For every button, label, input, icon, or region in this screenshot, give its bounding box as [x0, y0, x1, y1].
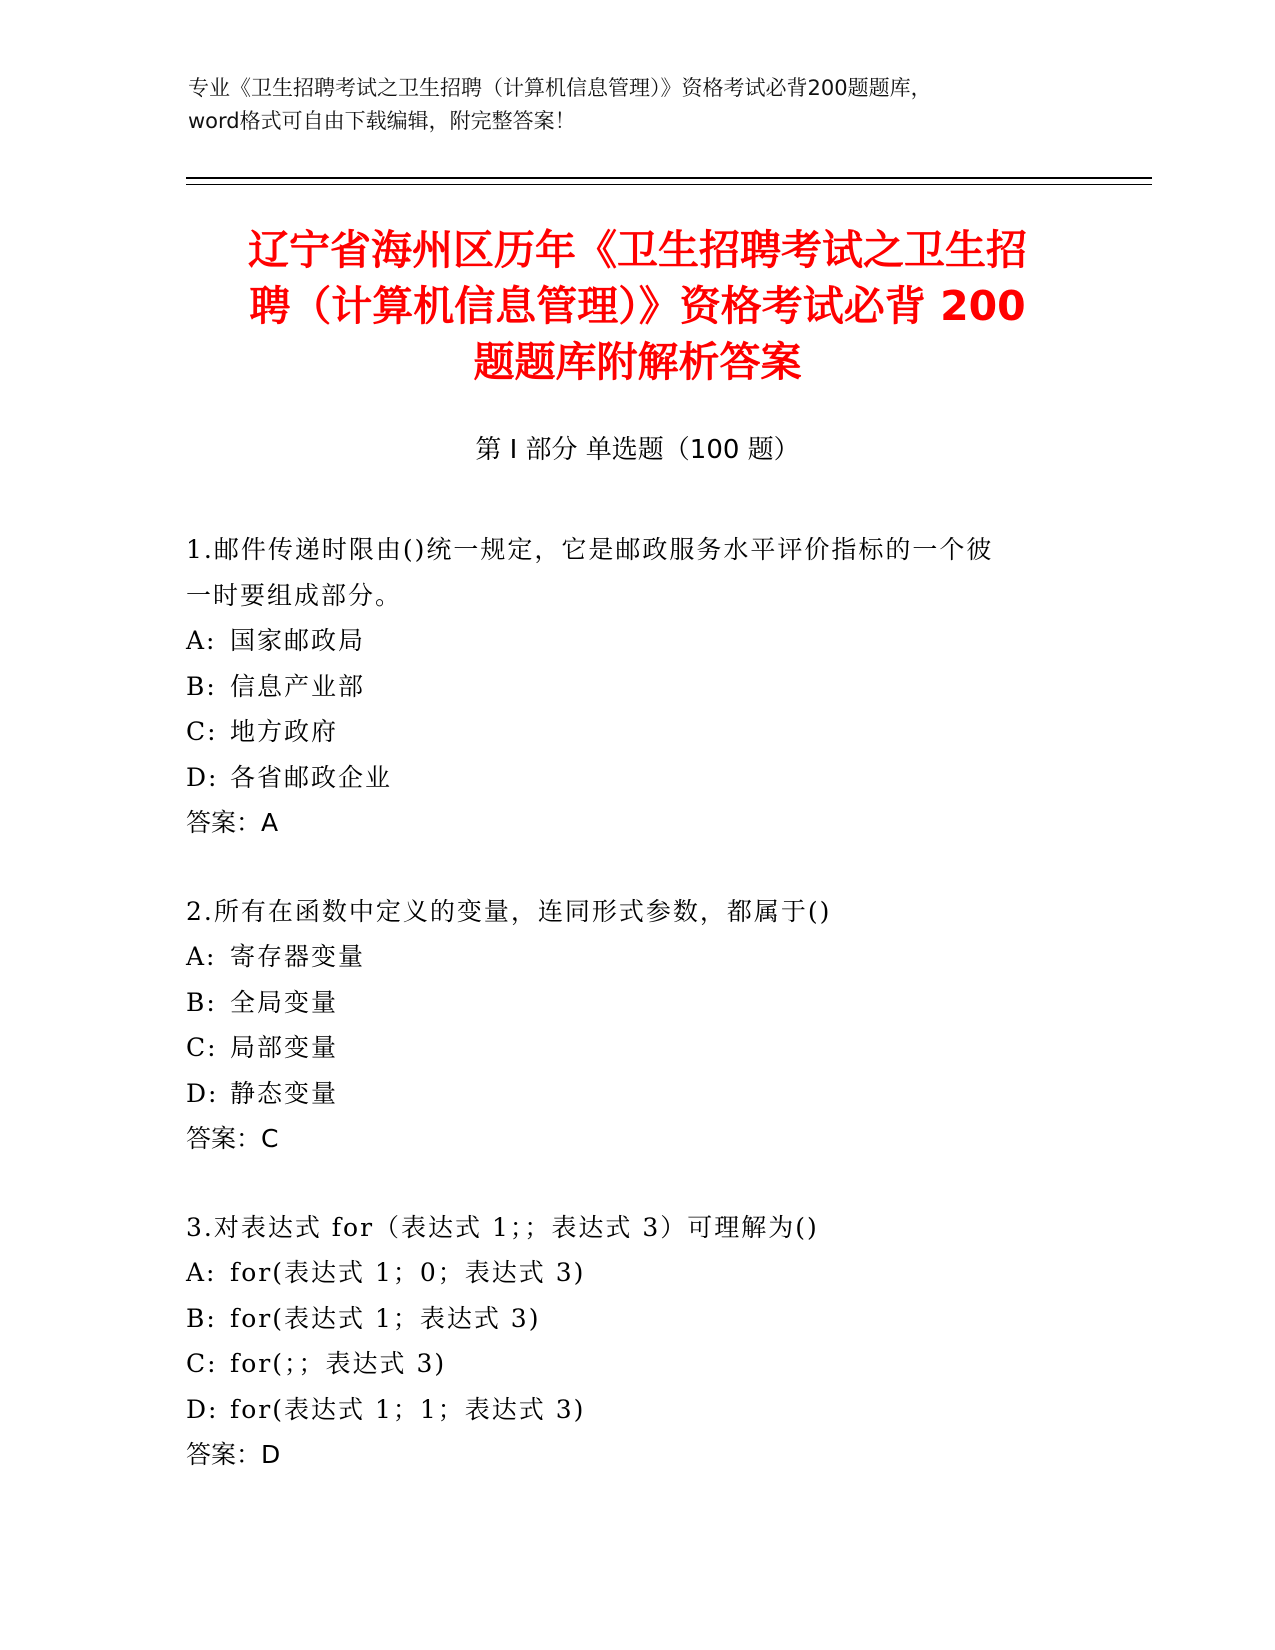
question-stem: 2.所有在函数中定义的变量，连同形式参数，都属于()	[186, 896, 832, 926]
option-letter: B:	[186, 987, 217, 1017]
title-line-2: 聘（计算机信息管理）》资格考试必背 200	[249, 282, 1026, 330]
question-2	[186, 889, 1066, 1162]
question-3	[186, 1205, 1066, 1478]
option-letter: A:	[186, 942, 217, 971]
option-text: 各省邮政企业	[230, 762, 393, 792]
option-text: 国家邮政局	[230, 626, 366, 655]
option-text: 信息产业部	[230, 671, 366, 701]
option-text: 全局变量	[230, 987, 339, 1017]
question-1	[186, 527, 1066, 846]
option-text: 地方政府	[230, 717, 339, 746]
option-text: for(表达式 1；0；表达式 3)	[230, 1258, 586, 1287]
title-line-3: 题题库附解析答案	[473, 338, 802, 386]
option-text: for(表达式 1；1；表达式 3)	[230, 1394, 586, 1424]
option-letter: A:	[186, 626, 217, 655]
option-text: 寄存器变量	[230, 942, 366, 971]
option-text: for(；；表达式 3)	[230, 1349, 447, 1378]
option-a	[186, 1250, 1066, 1296]
document-title	[150, 222, 1125, 390]
option-letter: C:	[186, 1349, 218, 1378]
option-d	[186, 755, 1066, 801]
option-letter: C:	[186, 717, 218, 746]
question-stem: 1.邮件传递时限由()统一规定，它是邮政服务水平评价指标的一个彼	[186, 535, 994, 564]
option-b	[186, 664, 1066, 710]
question-list	[186, 527, 1066, 1521]
option-a	[186, 618, 1066, 664]
option-letter: C:	[186, 1033, 218, 1062]
title-line-1: 辽宁省海州区历年《卫生招聘考试之卫生招	[248, 226, 1027, 274]
page-header	[188, 72, 1088, 138]
answer-line: 答案：A	[186, 808, 279, 837]
answer-line: 答案：D	[186, 1440, 281, 1469]
header-divider-thin	[186, 184, 1152, 185]
option-text: for(表达式 1；表达式 3)	[230, 1303, 541, 1333]
option-letter: D:	[186, 1078, 219, 1108]
option-c	[186, 1025, 1066, 1071]
option-d	[186, 1387, 1066, 1433]
option-c	[186, 1341, 1066, 1387]
option-a	[186, 934, 1066, 980]
section-heading: 第 I 部分 单选题（100 题）	[475, 435, 800, 465]
option-letter: A:	[186, 1258, 217, 1287]
header-divider-thick	[186, 177, 1152, 179]
option-c	[186, 709, 1066, 755]
option-text: 静态变量	[230, 1078, 339, 1108]
question-stem: 3.对表达式 for（表达式 1；；表达式 3）可理解为()	[186, 1212, 819, 1242]
option-letter: B:	[186, 671, 217, 701]
option-b	[186, 1296, 1066, 1342]
option-b	[186, 980, 1066, 1026]
option-d	[186, 1071, 1066, 1117]
option-text: 局部变量	[230, 1033, 339, 1062]
option-letter: B:	[186, 1303, 217, 1333]
header-line-1: 专业《卫生招聘考试之卫生招聘（计算机信息管理）》资格考试必背200题题库，	[188, 76, 932, 100]
option-letter: D:	[186, 1394, 219, 1424]
question-stem-continued: 一时要组成部分。	[186, 580, 403, 610]
answer-line: 答案：C	[186, 1124, 279, 1153]
header-line-2: word格式可自由下载编辑，附完整答案！	[188, 109, 576, 133]
option-letter: D:	[186, 762, 219, 792]
